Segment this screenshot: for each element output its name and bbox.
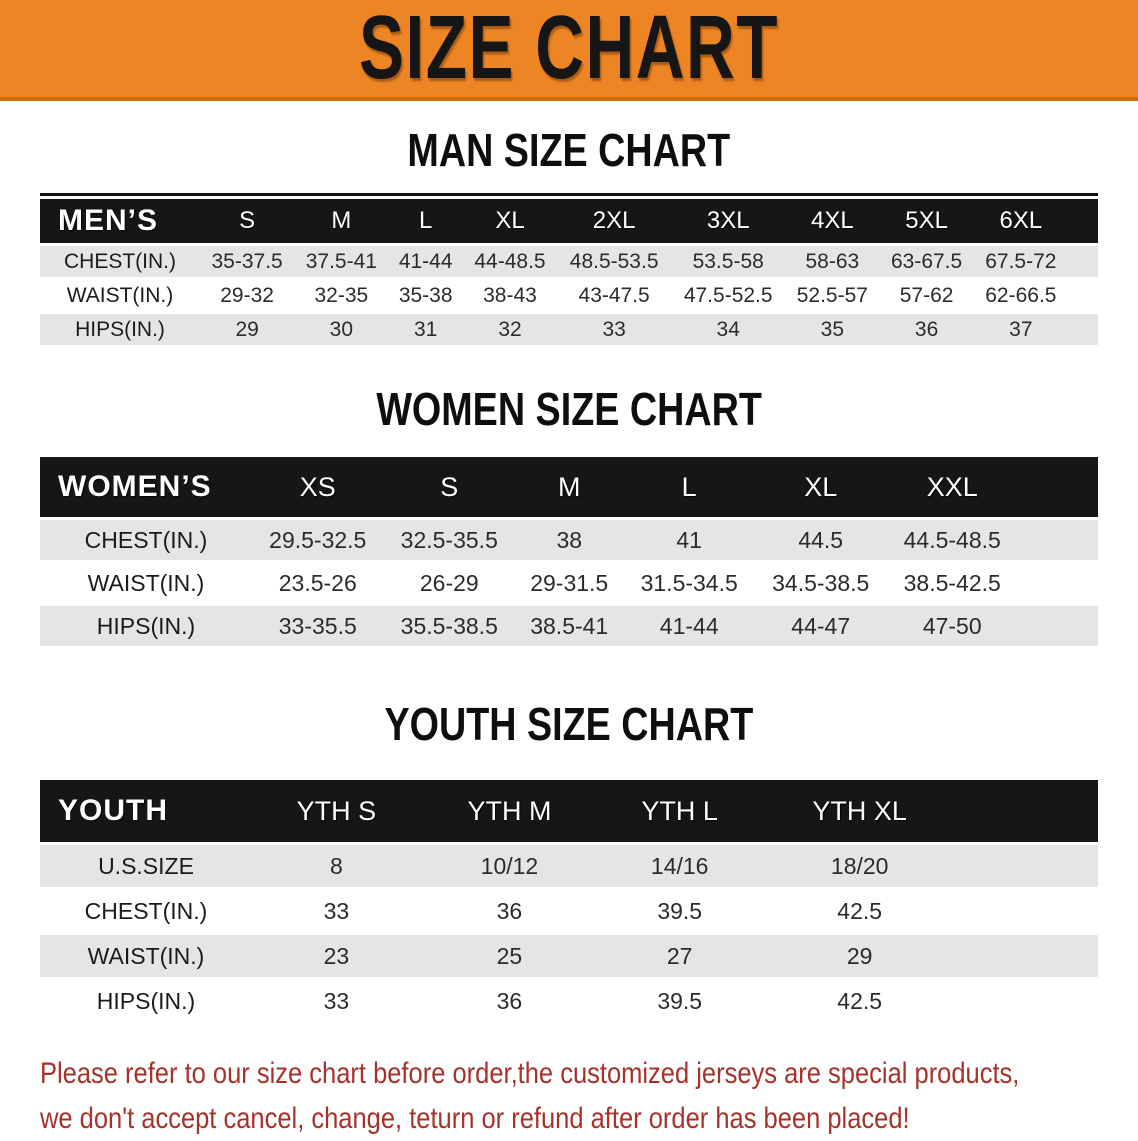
cell: 35-38 bbox=[388, 280, 462, 311]
cell: 58-63 bbox=[785, 246, 879, 277]
women-waist-row bbox=[40, 563, 1098, 603]
spacer-cell bbox=[1068, 280, 1098, 311]
women-chest-row bbox=[40, 520, 1098, 560]
men-waist-row bbox=[40, 280, 1098, 311]
spacer-cell bbox=[1068, 314, 1098, 345]
cell: 35.5-38.5 bbox=[384, 606, 516, 646]
women-size-table bbox=[40, 454, 1098, 649]
cell: 34 bbox=[671, 314, 785, 345]
men-size-header-3xl: 3XL bbox=[671, 199, 785, 243]
men-chest-row bbox=[40, 246, 1098, 277]
cell: 33 bbox=[252, 980, 421, 1022]
cell: 27 bbox=[598, 935, 761, 977]
men-size-table bbox=[40, 193, 1098, 348]
cell: 41 bbox=[623, 520, 755, 560]
youth-size-header-m: YTH M bbox=[421, 780, 598, 842]
row-label: U.S.SIZE bbox=[40, 845, 252, 887]
cell: 36 bbox=[879, 314, 973, 345]
cell: 43-47.5 bbox=[557, 280, 671, 311]
cell: 30 bbox=[294, 314, 388, 345]
women-size-header-xxl: XXL bbox=[886, 457, 1018, 517]
women-size-header-s: S bbox=[384, 457, 516, 517]
men-size-header-xl: XL bbox=[463, 199, 557, 243]
spacer-cell bbox=[1018, 457, 1098, 517]
cell: 35-37.5 bbox=[200, 246, 294, 277]
cell: 63-67.5 bbox=[879, 246, 973, 277]
disclaimer-note bbox=[40, 1051, 1138, 1141]
row-label: WAIST(IN.) bbox=[40, 280, 200, 311]
cell: 39.5 bbox=[598, 890, 761, 932]
women-header-row bbox=[40, 457, 1098, 517]
men-size-header-l: L bbox=[388, 199, 462, 243]
cell: 18/20 bbox=[761, 845, 958, 887]
row-label: WAIST(IN.) bbox=[40, 563, 252, 603]
cell: 38.5-42.5 bbox=[886, 563, 1018, 603]
spacer-cell bbox=[958, 935, 1098, 977]
youth-size-header-s: YTH S bbox=[252, 780, 421, 842]
men-hips-row bbox=[40, 314, 1098, 345]
youth-section-title bbox=[0, 699, 1138, 749]
youth-size-header-xl: YTH XL bbox=[761, 780, 958, 842]
spacer-cell bbox=[1018, 606, 1098, 646]
cell: 32-35 bbox=[294, 280, 388, 311]
cell: 67.5-72 bbox=[974, 246, 1068, 277]
youth-chest-row bbox=[40, 890, 1098, 932]
disclaimer-line-2: we don't accept cancel, change, teturn or refund after order has been placed! bbox=[40, 1102, 910, 1135]
spacer-cell bbox=[1068, 199, 1098, 243]
women-corner-label: WOMEN’S bbox=[40, 457, 252, 517]
cell: 31.5-34.5 bbox=[623, 563, 755, 603]
cell: 39.5 bbox=[598, 980, 761, 1022]
cell: 37.5-41 bbox=[294, 246, 388, 277]
men-size-header-m: M bbox=[294, 199, 388, 243]
banner bbox=[0, 0, 1138, 101]
cell: 53.5-58 bbox=[671, 246, 785, 277]
cell: 29 bbox=[761, 935, 958, 977]
cell: 33 bbox=[557, 314, 671, 345]
men-size-header-2xl: 2XL bbox=[557, 199, 671, 243]
cell: 42.5 bbox=[761, 890, 958, 932]
cell: 35 bbox=[785, 314, 879, 345]
cell: 42.5 bbox=[761, 980, 958, 1022]
youth-waist-row bbox=[40, 935, 1098, 977]
cell: 23.5-26 bbox=[252, 563, 384, 603]
women-size-header-m: M bbox=[515, 457, 623, 517]
cell: 34.5-38.5 bbox=[755, 563, 887, 603]
cell: 26-29 bbox=[384, 563, 516, 603]
cell: 29 bbox=[200, 314, 294, 345]
disclaimer-line-1: Please refer to our size chart before order,the customized jerseys are special products, bbox=[40, 1057, 1020, 1090]
cell: 32 bbox=[463, 314, 557, 345]
banner-title: SIZE CHART bbox=[359, 0, 779, 98]
row-label: CHEST(IN.) bbox=[40, 520, 252, 560]
cell: 37 bbox=[974, 314, 1068, 345]
youth-ussize-row bbox=[40, 845, 1098, 887]
men-size-header-4xl: 4XL bbox=[785, 199, 879, 243]
youth-size-header-l: YTH L bbox=[598, 780, 761, 842]
row-label: CHEST(IN.) bbox=[40, 246, 200, 277]
spacer-cell bbox=[1068, 246, 1098, 277]
row-label: HIPS(IN.) bbox=[40, 606, 252, 646]
cell: 44.5-48.5 bbox=[886, 520, 1018, 560]
youth-header-row bbox=[40, 780, 1098, 842]
men-size-header-s: S bbox=[200, 199, 294, 243]
youth-section-title-text: YOUTH SIZE CHART bbox=[384, 698, 754, 750]
cell: 57-62 bbox=[879, 280, 973, 311]
cell: 29.5-32.5 bbox=[252, 520, 384, 560]
men-section-title-text: MAN SIZE CHART bbox=[407, 124, 731, 176]
spacer-cell bbox=[958, 980, 1098, 1022]
row-label: HIPS(IN.) bbox=[40, 314, 200, 345]
cell: 44-48.5 bbox=[463, 246, 557, 277]
row-label: HIPS(IN.) bbox=[40, 980, 252, 1022]
men-section-title bbox=[0, 125, 1138, 175]
cell: 10/12 bbox=[421, 845, 598, 887]
cell: 23 bbox=[252, 935, 421, 977]
cell: 33-35.5 bbox=[252, 606, 384, 646]
cell: 38 bbox=[515, 520, 623, 560]
cell: 32.5-35.5 bbox=[384, 520, 516, 560]
cell: 41-44 bbox=[388, 246, 462, 277]
men-header-row bbox=[40, 199, 1098, 243]
women-size-header-xs: XS bbox=[252, 457, 384, 517]
cell: 62-66.5 bbox=[974, 280, 1068, 311]
cell: 36 bbox=[421, 980, 598, 1022]
cell: 38-43 bbox=[463, 280, 557, 311]
cell: 44.5 bbox=[755, 520, 887, 560]
row-label: CHEST(IN.) bbox=[40, 890, 252, 932]
cell: 47-50 bbox=[886, 606, 1018, 646]
cell: 38.5-41 bbox=[515, 606, 623, 646]
women-hips-row bbox=[40, 606, 1098, 646]
women-section-title-text: WOMEN SIZE CHART bbox=[376, 383, 762, 435]
spacer-cell bbox=[958, 780, 1098, 842]
cell: 8 bbox=[252, 845, 421, 887]
youth-corner-label: YOUTH bbox=[40, 780, 252, 842]
men-size-header-5xl: 5XL bbox=[879, 199, 973, 243]
youth-size-table bbox=[40, 777, 1098, 1025]
cell: 31 bbox=[388, 314, 462, 345]
men-corner-label: MEN’S bbox=[40, 199, 200, 243]
youth-hips-row bbox=[40, 980, 1098, 1022]
cell: 52.5-57 bbox=[785, 280, 879, 311]
women-size-header-l: L bbox=[623, 457, 755, 517]
spacer-cell bbox=[1018, 563, 1098, 603]
cell: 47.5-52.5 bbox=[671, 280, 785, 311]
cell: 29-31.5 bbox=[515, 563, 623, 603]
cell: 33 bbox=[252, 890, 421, 932]
cell: 14/16 bbox=[598, 845, 761, 887]
women-size-header-xl: XL bbox=[755, 457, 887, 517]
cell: 36 bbox=[421, 890, 598, 932]
cell: 25 bbox=[421, 935, 598, 977]
spacer-cell bbox=[1018, 520, 1098, 560]
cell: 48.5-53.5 bbox=[557, 246, 671, 277]
men-size-header-6xl: 6XL bbox=[974, 199, 1068, 243]
cell: 44-47 bbox=[755, 606, 887, 646]
spacer-cell bbox=[958, 845, 1098, 887]
spacer-cell bbox=[958, 890, 1098, 932]
cell: 41-44 bbox=[623, 606, 755, 646]
row-label: WAIST(IN.) bbox=[40, 935, 252, 977]
cell: 29-32 bbox=[200, 280, 294, 311]
women-section-title bbox=[0, 384, 1138, 434]
